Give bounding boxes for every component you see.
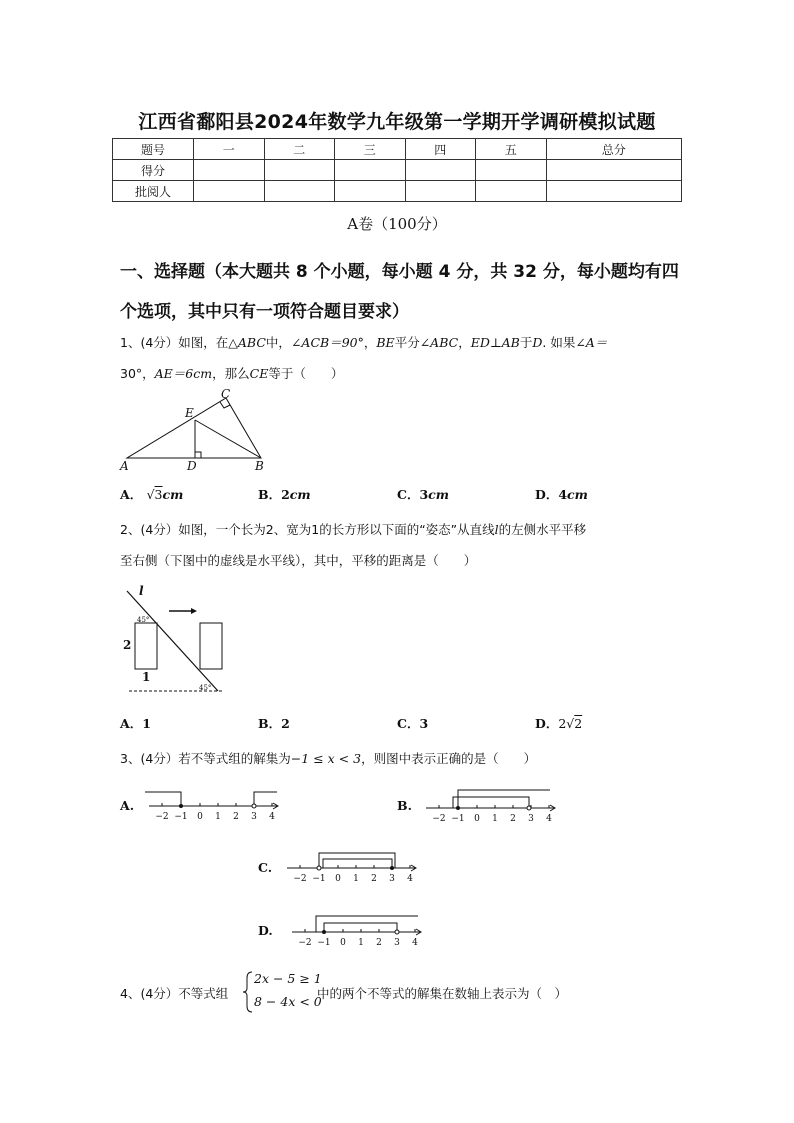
tick-label: −2 bbox=[432, 814, 446, 824]
figure-label: B bbox=[255, 459, 264, 473]
figure-label: A bbox=[120, 459, 129, 473]
section-a-heading: A卷（100分） bbox=[347, 215, 447, 233]
score-table-row bbox=[113, 181, 682, 202]
number-line-c bbox=[283, 848, 423, 886]
figure-label: C bbox=[221, 388, 231, 401]
inequality-2: 8 − 4x < 0 bbox=[254, 994, 322, 1009]
tick-label: 4 bbox=[269, 812, 275, 822]
tick-label: −2 bbox=[293, 874, 307, 884]
tick-label: 0 bbox=[197, 812, 203, 822]
tick-label: 1 bbox=[358, 938, 364, 948]
tick-label: 0 bbox=[340, 938, 346, 948]
brace-icon bbox=[242, 970, 254, 1014]
table-cell bbox=[194, 181, 265, 202]
question-4-stem: 4、(4分）不等式组 2x − 5 ≥ 1 8 − 4x < 0 中的两个不等式的解集在数轴上表示为（ ） bbox=[120, 970, 680, 1014]
tick-label: −2 bbox=[298, 938, 312, 948]
tick-label: 2 bbox=[376, 938, 382, 948]
q3-option-b[interactable]: B. bbox=[397, 798, 412, 813]
figure-label: 45° bbox=[199, 684, 212, 692]
segment-be bbox=[195, 420, 261, 458]
tick-label: 3 bbox=[528, 814, 534, 824]
inequality-1: 2x − 5 ≥ 1 bbox=[254, 971, 322, 986]
table-cell: 四 bbox=[405, 139, 476, 160]
tick-label: 3 bbox=[251, 812, 257, 822]
tick-label: −2 bbox=[155, 812, 169, 822]
q2-option-a[interactable]: A．1 bbox=[120, 716, 151, 731]
tick-label: 1 bbox=[215, 812, 221, 822]
table-cell: 得分 bbox=[113, 160, 194, 181]
question-2-stem: 2、(4分）如图，一个长为2、宽为1的长方形以下面的“姿态”从直线l的左侧水平平移 至右侧（下图中的虚线是水平线），其中，平移的距离是（ ） bbox=[120, 522, 587, 568]
figure-label: 2 bbox=[123, 638, 132, 652]
segment-to-3 bbox=[453, 797, 529, 808]
q1-option-b[interactable]: B．2cm bbox=[258, 487, 311, 502]
table-cell: 题号 bbox=[113, 139, 194, 160]
score-table-row bbox=[113, 160, 682, 181]
tick-label: 3 bbox=[394, 938, 400, 948]
q2-option-b[interactable]: B．2 bbox=[258, 716, 290, 731]
ray-from-neg1 bbox=[316, 916, 418, 932]
tick-label: 4 bbox=[546, 814, 552, 824]
tick-label: 4 bbox=[412, 938, 418, 948]
figure-label: 1 bbox=[142, 670, 151, 684]
figure-label: D bbox=[187, 459, 197, 473]
table-cell bbox=[476, 160, 547, 181]
figure-label: l bbox=[139, 584, 144, 598]
tick-label: 4 bbox=[407, 874, 413, 884]
table-cell: 二 bbox=[264, 139, 335, 160]
rectangle-right bbox=[200, 623, 222, 669]
table-cell bbox=[335, 181, 406, 202]
table-cell bbox=[405, 160, 476, 181]
table-cell: 三 bbox=[335, 139, 406, 160]
table-cell bbox=[476, 181, 547, 202]
table-cell bbox=[546, 181, 682, 202]
q2-option-c[interactable]: C．3 bbox=[397, 716, 429, 731]
table-cell bbox=[264, 160, 335, 181]
tick-label: 2 bbox=[510, 814, 516, 824]
arrow-head-icon bbox=[191, 608, 197, 614]
figure-label: 45° bbox=[137, 616, 150, 624]
page-title: 江西省鄱阳县2024年数学九年级第一学期开学调研模拟试题 bbox=[138, 111, 656, 133]
tick-label: 2 bbox=[233, 812, 239, 822]
table-cell bbox=[264, 181, 335, 202]
tick-label: 1 bbox=[492, 814, 498, 824]
triangle-figure bbox=[115, 388, 275, 474]
tick-label: −1 bbox=[451, 814, 465, 824]
tick-label: 0 bbox=[335, 874, 341, 884]
table-cell bbox=[405, 181, 476, 202]
table-cell: 总分 bbox=[546, 139, 682, 160]
question-1-stem: 1、(4分）如图，在△ABC中，∠ACB＝90°，BE平分∠ABC，ED⊥AB于D. 如果∠A＝ 30°，AE＝6cm，那么CE等于（ ） bbox=[120, 335, 608, 381]
table-cell bbox=[194, 160, 265, 181]
q3-option-d[interactable]: D. bbox=[258, 923, 273, 938]
table-cell: 五 bbox=[476, 139, 547, 160]
question-3-stem: 3、(4分）若不等式组的解集为−1 ≤ x < 3，则图中表示正确的是（ ） bbox=[120, 751, 537, 766]
tick-label: 3 bbox=[389, 874, 395, 884]
tick-label: −1 bbox=[174, 812, 188, 822]
q3-option-c[interactable]: C. bbox=[258, 860, 273, 875]
q1-option-a[interactable]: A． √3cm bbox=[120, 487, 184, 502]
q3-option-a[interactable]: A. bbox=[120, 798, 135, 813]
segment-outer bbox=[319, 853, 395, 868]
number-line-a bbox=[145, 786, 285, 824]
table-cell: 一 bbox=[194, 139, 265, 160]
rectangle-left bbox=[135, 623, 157, 669]
score-table-header-row bbox=[113, 139, 682, 160]
line-l bbox=[127, 591, 218, 691]
ray-left bbox=[145, 792, 181, 806]
number-line-d bbox=[288, 908, 428, 948]
q2-option-d[interactable]: D．2√2 bbox=[535, 716, 583, 731]
table-cell bbox=[335, 160, 406, 181]
ray-from-neg1 bbox=[458, 790, 550, 808]
score-table bbox=[112, 138, 682, 202]
right-angle-mark-d bbox=[195, 452, 201, 458]
q1-option-d[interactable]: D．4cm bbox=[535, 487, 588, 502]
section-one-heading: 一、选择题（本大题共 8 个小题，每小题 4 分，共 32 分，每小题均有四个选项，其中只有一项符合题目要求） bbox=[120, 262, 679, 322]
tick-label: 0 bbox=[474, 814, 480, 824]
number-line-b bbox=[422, 786, 562, 824]
tick-label: −1 bbox=[317, 938, 331, 948]
tick-label: −1 bbox=[312, 874, 326, 884]
tick-label: 1 bbox=[353, 874, 359, 884]
table-cell: 批阅人 bbox=[113, 181, 194, 202]
segment-inner bbox=[323, 859, 392, 868]
figure-label: E bbox=[185, 406, 194, 420]
rectangle-slide-figure bbox=[115, 583, 230, 695]
table-cell bbox=[546, 160, 682, 181]
tick-label: 2 bbox=[371, 874, 377, 884]
q1-option-c[interactable]: C．3cm bbox=[397, 487, 449, 502]
triangle-abc bbox=[127, 398, 261, 458]
